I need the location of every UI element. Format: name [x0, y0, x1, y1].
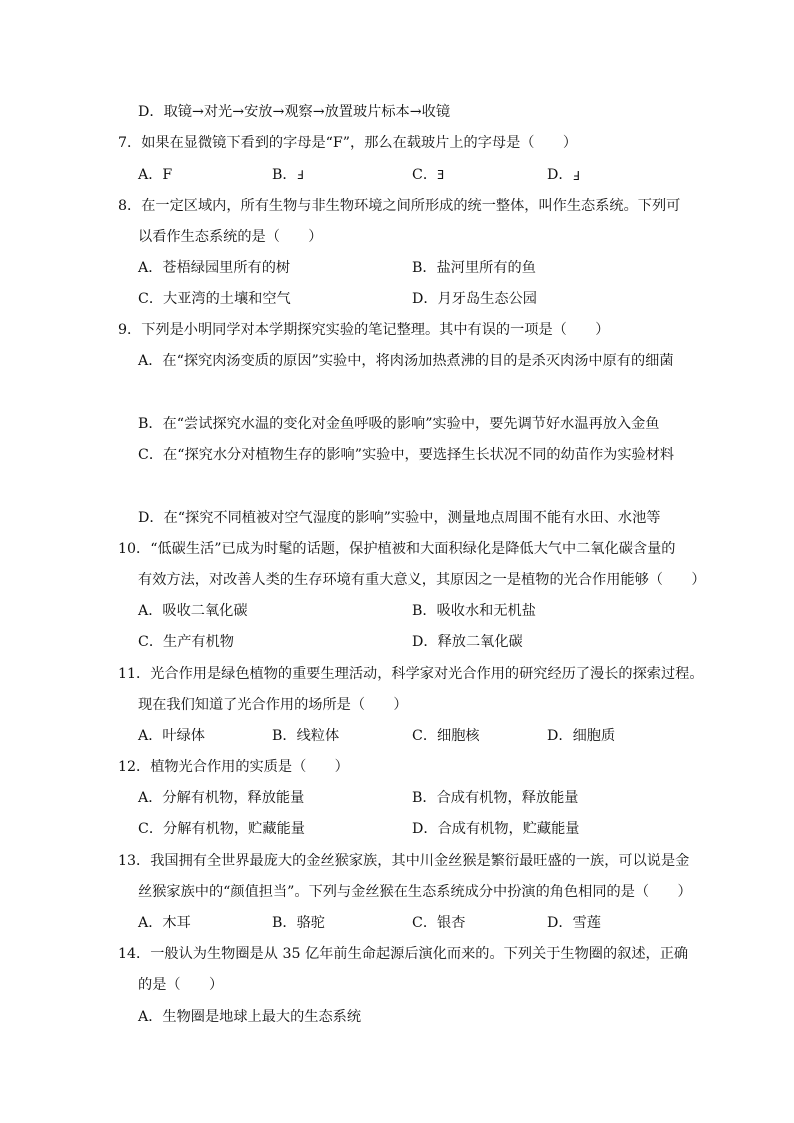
q13-option-b: B．骆驼 — [272, 915, 325, 931]
q11-stem-line1: 11．光合作用是绿色植物的重要生理活动，科学家对光合作用的研究经历了漫长的探索过程。 — [118, 666, 704, 682]
q11-option-c: C．细胞核 — [412, 728, 480, 744]
q9-stem: 9．下列是小明同学对本学期探究实验的笔记整理。其中有误的一项是（ ） — [118, 322, 610, 338]
q14-stem-line1: 14．一般认为生物圈是从 35 亿年前生命起源后演化而来的。下列关于生物圈的叙述，正确 — [118, 946, 689, 962]
q14-stem-line2: 的是（ ） — [138, 977, 224, 993]
q9-option-a: A．在“探究肉汤变质的原因”实验中，将肉汤加热煮沸的目的是杀灭肉汤中原有的细菌 — [138, 353, 674, 369]
q10-stem-line1: 10．“低碳生活”已成为时髦的话题，保护植被和大面积绿化是降低大气中二氧化碳含量的 — [118, 541, 676, 557]
q11-option-b: B．线粒体 — [272, 728, 340, 744]
q8-option-d: D．月牙岛生态公园 — [412, 291, 537, 307]
q10-stem-line2: 有效方法，对改善人类的生存环境有重大意义，其原因之一是植物的光合作用能够（ ） — [138, 572, 706, 588]
q7-option-b — [272, 165, 304, 185]
q13-stem-line1: 13．我国拥有全世界最庞大的金丝猴家族，其中川金丝猴是繁衍最旺盛的一族，可以说是金 — [118, 853, 690, 869]
q8-option-b: B．盐河里所有的鱼 — [412, 260, 536, 276]
q9-option-b: B．在“尝试探究水温的变化对金鱼呼吸的影响”实验中，要先调节好水温再放入金鱼 — [138, 416, 660, 432]
q11-option-d: D．细胞质 — [547, 728, 616, 744]
q12-option-b: B．合成有机物，释放能量 — [412, 790, 579, 806]
q7-option-d-glyph: F — [572, 168, 580, 182]
q13-option-c: C．银杏 — [412, 915, 466, 931]
q13-option-d: D．雪莲 — [547, 915, 601, 931]
q11-stem-line2: 现在我们知道了光合作用的场所是（ ） — [138, 697, 408, 713]
q7-option-b-glyph: Ⅎ — [296, 168, 304, 182]
q7-option-d-prefix: D． — [547, 167, 573, 183]
q8-stem-line1: 8．在一定区域内，所有生物与非生物环境之间所形成的统一整体，叫作生态系统。下列可 — [118, 198, 681, 214]
q12-option-c: C．分解有机物，贮藏能量 — [138, 821, 305, 837]
q10-option-a: A．吸收二氧化碳 — [138, 603, 248, 619]
q9-option-d: D．在“探究不同植被对空气湿度的影响”实验中，测量地点周围不能有水田、水池等 — [138, 510, 661, 526]
q12-stem: 12．植物光合作用的实质是（ ） — [118, 759, 349, 775]
q7-option-c-glyph: E — [437, 168, 445, 182]
q8-option-c: C．大亚湾的土壤和空气 — [138, 291, 291, 307]
q9-option-c: C．在“探究水分对植物生存的影响”实验中，要选择生长状况不同的幼苗作为实验材料 — [138, 447, 675, 463]
q12-option-a: A．分解有机物，释放能量 — [138, 790, 305, 806]
q7-option-a: A．F — [138, 167, 173, 183]
q13-option-a: A．木耳 — [138, 915, 191, 931]
q10-option-c: C．生产有机物 — [138, 634, 234, 650]
q7-option-c — [412, 165, 444, 185]
q14-option-a: A．生物圈是地球上最大的生态系统 — [138, 1009, 362, 1025]
q7-option-c-prefix: C． — [412, 167, 438, 183]
q7-stem: 7．如果在显微镜下看到的字母是“F”，那么在载玻片上的字母是（ ） — [118, 135, 578, 151]
q8-option-a: A．苍梧绿园里所有的树 — [138, 260, 291, 276]
q7-option-d — [547, 165, 580, 185]
q13-stem-line2: 丝猴家族中的“颜值担当”。下列与金丝猴在生态系统成分中扮演的角色相同的是（ ） — [138, 884, 692, 900]
q11-option-a: A．叶绿体 — [138, 728, 205, 744]
q8-stem-line2: 以看作生态系统的是（ ） — [138, 229, 323, 245]
q7-option-b-prefix: B． — [272, 167, 297, 183]
q10-option-d: D．释放二氧化碳 — [412, 634, 523, 650]
q10-option-b: B．吸收水和无机盐 — [412, 603, 536, 619]
q12-option-d: D．合成有机物，贮藏能量 — [412, 821, 580, 837]
q6-option-d: D．取镜→对光→安放→观察→放置玻片标本→收镜 — [138, 104, 451, 120]
